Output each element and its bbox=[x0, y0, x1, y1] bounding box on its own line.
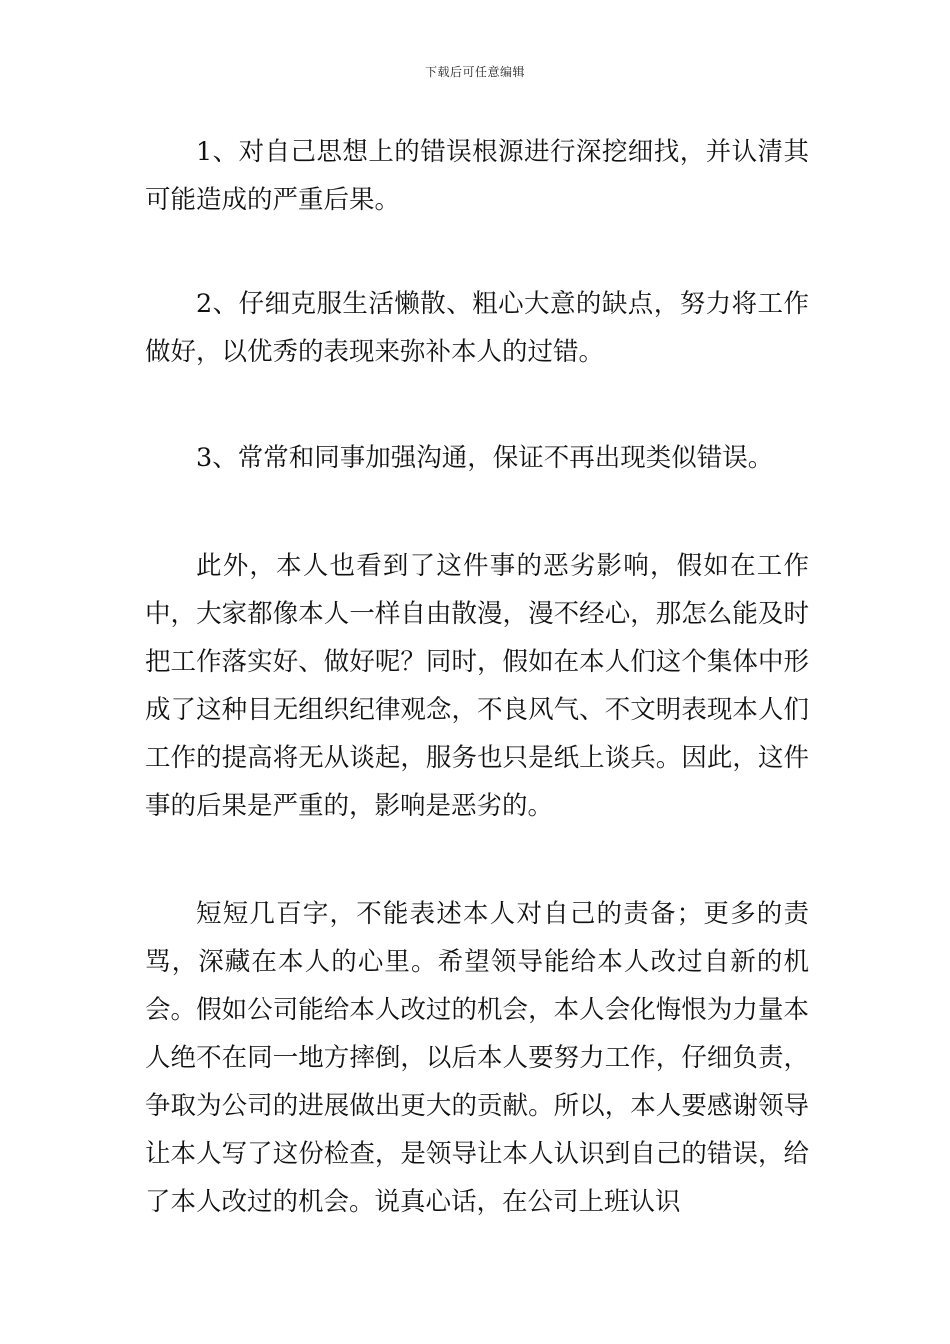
paragraph-2: 2、仔细克服生活懒散、粗心大意的缺点，努力将工作做好，以优秀的表现来弥补本人的过错。 bbox=[145, 289, 809, 367]
paragraph-3: 3、常常和同事加强沟通，保证不再出现类似错误。 bbox=[196, 443, 774, 473]
paragraph-4: 此外，本人也看到了这件事的恶劣影响，假如在工作中，大家都像本人一样自由散漫，漫不经心，那怎么能及时把工作落实好、做好呢？同时，假如在本人们这个集体中形成了这种目无组织纪律观念，不良风气、不文明表现本人们工作的提高将无从谈起，服务也只是纸上谈兵。因此，这件事的后果是严重的，影响是恶劣的。 bbox=[145, 551, 809, 821]
paragraph-5: 短短几百字，不能表述本人对自己的责备；更多的责骂，深藏在本人的心里。希望领导能给本人改过自新的机会。假如公司能给本人改过的机会，本人会化悔恨为力量本人绝不在同一地方摔倒，以后本人要努力工作，仔细负责，争取为公司的进展做出更大的贡献。所以，本人要感谢领导让本人写了这份检查，是领导让本人认识到自己的错误，给了本人改过的机会。说真心话，在公司上班认识 bbox=[145, 899, 809, 1217]
page-header: 下载后可任意编辑 bbox=[424, 65, 525, 79]
paragraph-1: 1、对自己思想上的错误根源进行深挖细找，并认清其可能造成的严重后果。 bbox=[145, 137, 809, 215]
document-body bbox=[145, 128, 809, 1226]
